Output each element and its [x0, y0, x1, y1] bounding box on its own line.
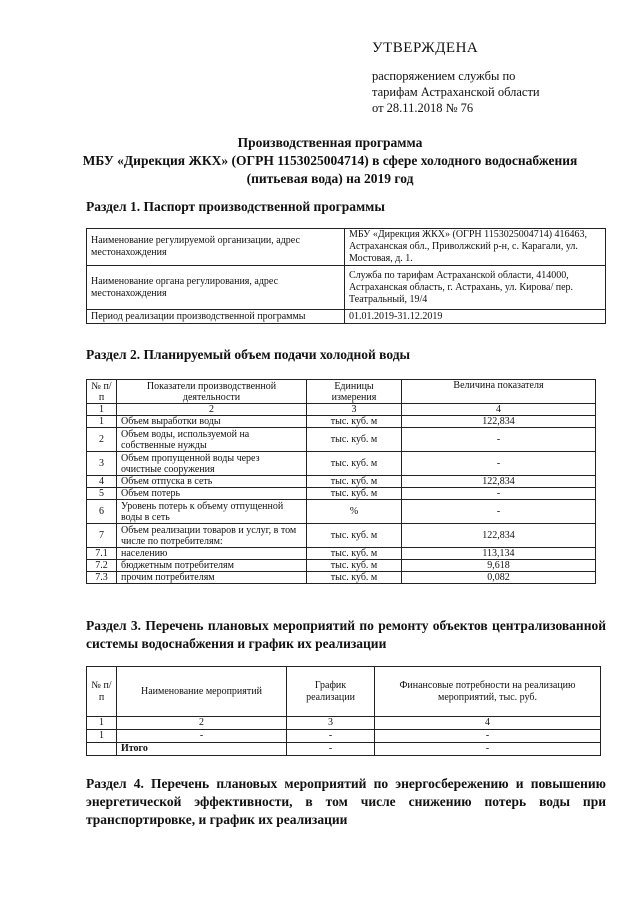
document-title [60, 134, 600, 188]
index-cell: 4 [375, 717, 601, 730]
row-number: 2 [87, 428, 117, 452]
row-number: 5 [87, 488, 117, 500]
row-unit: % [307, 500, 402, 524]
row-value: - [402, 488, 596, 500]
title-line-3: (питьевая вода) на 2019 год [246, 171, 414, 186]
table-row [87, 500, 596, 524]
approval-line-3: от 28.11.2018 № 76 [372, 101, 474, 115]
row-number: 4 [87, 476, 117, 488]
passport-value: 01.01.2019-31.12.2019 [345, 310, 606, 324]
index-cell: 3 [287, 717, 375, 730]
header-cell: Наименование мероприятий [117, 667, 287, 717]
row-value: 122,834 [402, 416, 596, 428]
table-header-row [87, 667, 601, 717]
table-row [87, 266, 606, 310]
row-number: 1 [87, 730, 117, 743]
total-label: Итого [117, 743, 287, 756]
total-number [87, 743, 117, 756]
table-row [87, 524, 596, 548]
total-schedule: - [287, 743, 375, 756]
index-cell: 2 [117, 404, 307, 416]
row-name: Уровень потерь к объему отпущенной воды в сеть [117, 500, 307, 524]
row-name: населению [117, 548, 307, 560]
row-unit: тыс. куб. м [307, 560, 402, 572]
table-row [87, 488, 596, 500]
section-3-heading: Раздел 3. Перечень плановых мероприятий по ремонту объектов централизованной системы водоснабжения и график их реализации [86, 618, 606, 651]
section-1-heading: Раздел 1. Паспорт производственной программы [86, 199, 385, 214]
row-number: 7.2 [87, 560, 117, 572]
title-line-2: МБУ «Дирекция ЖКХ» (ОГРН 1153025004714) в сфере холодного водоснабжения [82, 153, 578, 168]
row-value: 0,082 [402, 572, 596, 584]
table-row [87, 452, 596, 476]
approval-line-2: тарифам Астраханской области [372, 85, 540, 99]
table-row [87, 428, 596, 452]
table-header-row [87, 380, 596, 404]
row-name: бюджетным потребителям [117, 560, 307, 572]
table-row [87, 730, 601, 743]
header-cell: Единицы измерения [307, 380, 402, 404]
table-row [87, 548, 596, 560]
row-name: прочим потребителям [117, 572, 307, 584]
passport-label: Период реализации производственной программы [87, 310, 345, 324]
row-unit: тыс. куб. м [307, 428, 402, 452]
row-value: 122,834 [402, 476, 596, 488]
row-name: Объем воды, используемой на собственные нужды [117, 428, 307, 452]
header-cell: Финансовые потребности на реализацию мероприятий, тыс. руб. [375, 667, 601, 717]
index-cell: 2 [117, 717, 287, 730]
row-number: 7.3 [87, 572, 117, 584]
header-cell: График реализации [287, 667, 375, 717]
row-name: Объем пропущенной воды через очистные сооружения [117, 452, 307, 476]
row-value: 122,834 [402, 524, 596, 548]
row-name: - [117, 730, 287, 743]
repair-plan-table [86, 666, 601, 756]
row-unit: тыс. куб. м [307, 524, 402, 548]
row-unit: тыс. куб. м [307, 416, 402, 428]
approval-title: УТВЕРЖДЕНА [372, 40, 479, 56]
passport-table [86, 228, 606, 324]
header-cell: Величина показателя [402, 380, 596, 404]
approval-line-1: распоряжением службы по [372, 69, 516, 83]
row-number: 6 [87, 500, 117, 524]
row-value: - [402, 428, 596, 452]
table-index-row [87, 717, 601, 730]
row-unit: тыс. куб. м [307, 488, 402, 500]
header-cell: № п/п [87, 667, 117, 717]
table-index-row [87, 404, 596, 416]
table-row [87, 476, 596, 488]
row-finance: - [375, 730, 601, 743]
table-total-row [87, 743, 601, 756]
row-unit: тыс. куб. м [307, 476, 402, 488]
row-number: 3 [87, 452, 117, 476]
table-row [87, 416, 596, 428]
index-cell: 1 [87, 404, 117, 416]
table-row [87, 560, 596, 572]
row-unit: тыс. куб. м [307, 572, 402, 584]
row-name: Объем выработки воды [117, 416, 307, 428]
row-name: Объем потерь [117, 488, 307, 500]
row-value: - [402, 500, 596, 524]
passport-value: МБУ «Дирекция ЖКХ» (ОГРН 1153025004714) 416463, Астраханская обл., Приволжский р-н, с. Карагали, ул. Мостовая, д. 1. [345, 229, 606, 266]
row-value: - [402, 452, 596, 476]
row-name: Объем реализации товаров и услуг, в том числе по потребителям: [117, 524, 307, 548]
header-cell: № п/п [87, 380, 117, 404]
section-4-heading: Раздел 4. Перечень плановых мероприятий по энергосбережению и повышению энергетической эффективности, в том числе снижению потерь воды при транспортировке, и график их реализации [86, 776, 606, 827]
row-unit: тыс. куб. м [307, 452, 402, 476]
section-2-heading: Раздел 2. Планируемый объем подачи холодной воды [86, 347, 411, 362]
header-cell: Показатели производственной деятельности [117, 380, 307, 404]
row-number: 1 [87, 416, 117, 428]
index-cell: 1 [87, 717, 117, 730]
row-value: 9,618 [402, 560, 596, 572]
water-volume-table [86, 379, 596, 584]
table-row [87, 572, 596, 584]
passport-value: Служба по тарифам Астраханской области, 414000, Астраханская область, г. Астрахань, ул. Кирова/ пер. Театральный, 19/4 [345, 266, 606, 310]
passport-label: Наименование органа регулирования, адрес местонахождения [87, 266, 345, 310]
row-unit: тыс. куб. м [307, 548, 402, 560]
passport-label: Наименование регулируемой организации, адрес местонахождения [87, 229, 345, 266]
index-cell: 3 [307, 404, 402, 416]
title-line-1: Производственная программа [237, 135, 423, 150]
table-row [87, 310, 606, 324]
row-schedule: - [287, 730, 375, 743]
row-number: 7.1 [87, 548, 117, 560]
index-cell: 4 [402, 404, 596, 416]
row-number: 7 [87, 524, 117, 548]
table-row [87, 229, 606, 266]
row-value: 113,134 [402, 548, 596, 560]
total-finance: - [375, 743, 601, 756]
row-name: Объем отпуска в сеть [117, 476, 307, 488]
